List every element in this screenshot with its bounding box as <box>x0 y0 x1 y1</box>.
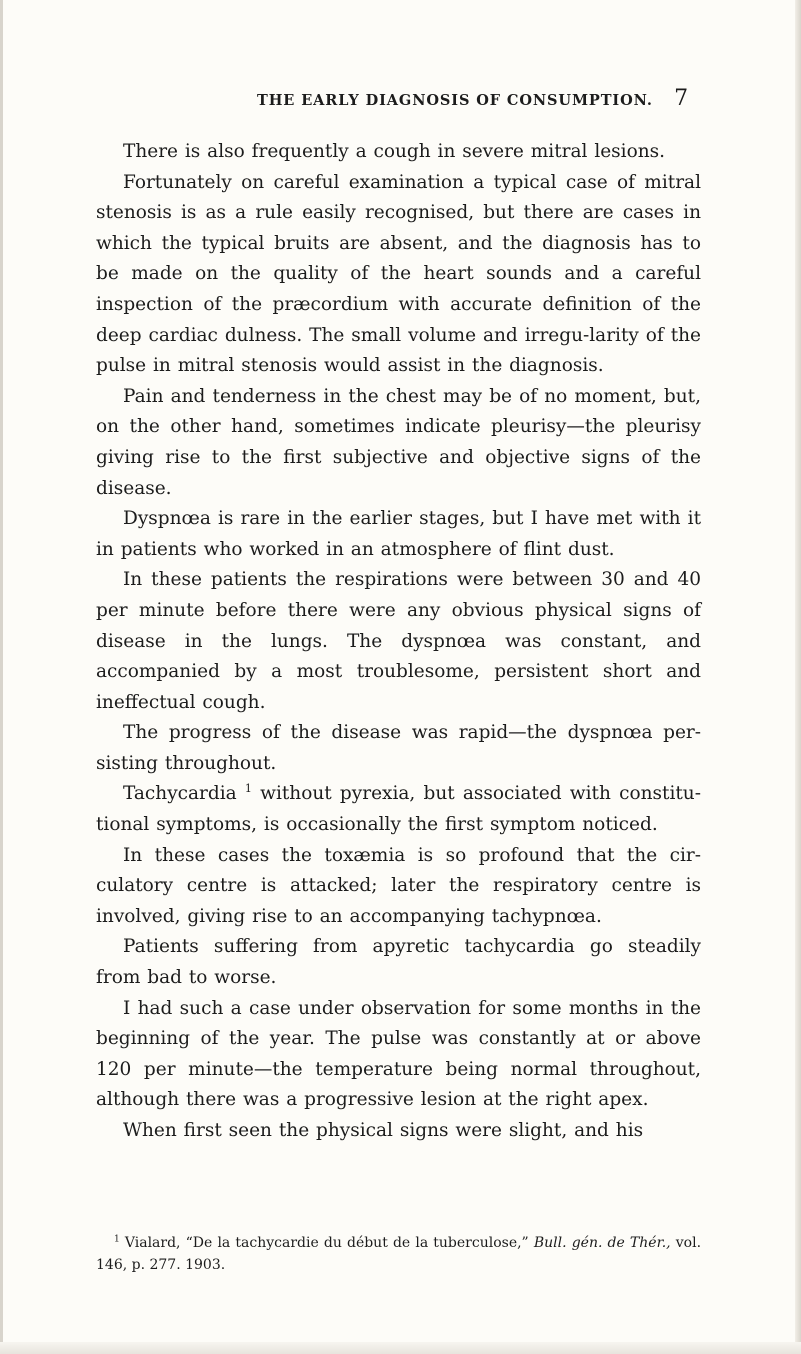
paragraph: When first seen the physical signs were slight, and his <box>123 1120 644 1141</box>
tachycardia-word: Tachycardia <box>123 783 237 805</box>
footnote <box>96 1232 701 1276</box>
footnote-marker: 1 <box>114 1234 120 1245</box>
paragraph: The progress of the disease was rapid—the dyspnœa per-sisting throughout. <box>96 722 701 774</box>
page-edge-bottom <box>0 1342 801 1354</box>
page-edge-right <box>795 0 801 1354</box>
tachycardia-text: without pyrexia, but associated with constitu-tional symptoms, is occasionally the first symptom noticed. <box>96 783 701 836</box>
paragraph: In these cases the toxæmia is so profound that the cir-culatory centre is attacked; later the respiratory centre is involved, giving rise to an accompanying tachypnœa. <box>96 844 701 927</box>
page-number: 7 <box>674 86 689 111</box>
running-title: THE EARLY DIAGNOSIS OF CONSUMPTION. <box>257 92 653 109</box>
paragraph: Pain and tenderness in the chest may be of no moment, but, on the other hand, sometimes indicate pleurisy—the pleurisy giving rise to the first subjective and objective signs of the disease. <box>96 385 701 499</box>
paragraph: I had such a case under observation for some months in the beginning of the year. The pulse was constantly at or above 120 per minute—the temperature being normal throughout, although there was a progressive lesion at the right apex. <box>96 997 701 1111</box>
paragraph: Patients suffering from apyretic tachycardia go steadily from bad to worse. <box>96 936 701 989</box>
paragraph: Fortunately on careful examination a typical case of mitral stenosis is as a rule easily recognised, but there are cases in which the typical bruits are absent, and the diagnosis has to be made on the quality of the heart sounds and a careful inspection of the præcordium with accurate definition of the deep cardiac dulness. The small volume and irregu-larity of the pulse in mitral stenosis would assist in the diagnosis. <box>96 171 701 377</box>
footnote-reference: 1 <box>244 782 252 796</box>
paragraph: Dyspnœa is rare in the earlier stages, but I have met with it in patients who worked in an atmosphere of flint dust. <box>96 508 701 560</box>
body-text <box>96 137 701 1147</box>
footnote-details: vol. 146, p. 277. 1903. <box>96 1235 702 1273</box>
footnote-author: Vialard, <box>124 1235 181 1251</box>
paragraph-tachycardia <box>96 779 701 840</box>
footnote-journal: Bull. gén. de Thér., <box>533 1235 671 1251</box>
footnote-title: “De la tachycardie du début de la tuberculose,” <box>185 1235 529 1251</box>
page-edge-left <box>0 0 3 1354</box>
paragraph: In these patients the respirations were between 30 and 40 per minute before there were any obvious physical signs of disease in the lungs. The dyspnœa was constant, and accompanied by a most troublesome, persistent short and ineffectual cough. <box>96 569 701 713</box>
page-header <box>257 86 689 114</box>
paragraph: There is also frequently a cough in severe mitral lesions. <box>123 141 666 162</box>
